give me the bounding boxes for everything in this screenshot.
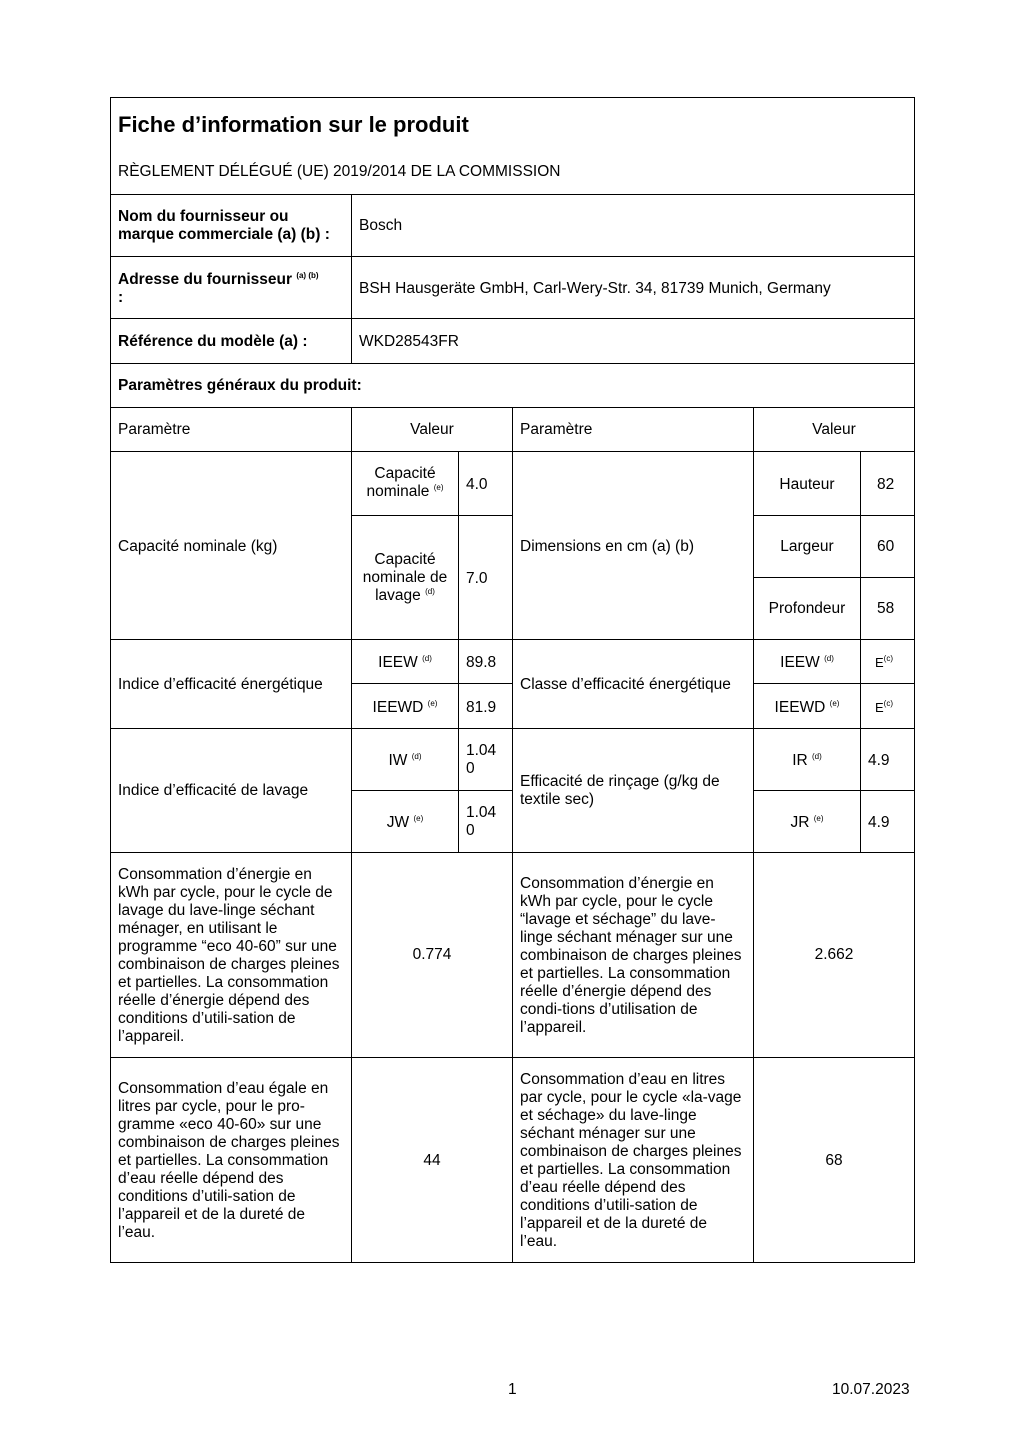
iw-label-text: IW — [388, 752, 408, 769]
col-header-param-1-text: Paramètre — [118, 421, 191, 438]
width-value: 60 — [877, 538, 895, 555]
ieewd-label-text: IEEWD — [372, 699, 424, 716]
ir-label-text: IR — [792, 752, 808, 769]
height-label: Hauteur — [779, 476, 835, 493]
col-header-value-1-text: Valeur — [410, 421, 454, 438]
iw-label — [351, 752, 459, 770]
capacity-dry-sup: (e) — [433, 483, 444, 492]
capacity-wash-label-text: Capacité nominale de lavage — [362, 551, 448, 604]
jw-label — [351, 814, 459, 832]
class-ieewd-value-text: E — [875, 700, 884, 715]
height-value: 82 — [877, 476, 895, 493]
depth-label: Profondeur — [768, 600, 846, 617]
rinse-label: Efficacité de rinçage (g/kg de textile sec) — [520, 773, 720, 808]
ieew-value: 89.8 — [466, 654, 497, 671]
class-ieewd-label — [753, 699, 861, 717]
ir-sup: (d) — [812, 752, 822, 761]
water-wash-label: Consommation d’eau égale en litres par cycle, pour le pro-gramme «eco 40-60» sur une combinaison de charges pleines et partielles. La consommation d’eau réelle dépend des conditions d’utili-sation de l’appareil et de la dureté de l’eau. — [118, 1080, 340, 1241]
iw-sup: (d) — [411, 752, 422, 761]
class-ieew-label-text: IEEW — [780, 654, 820, 671]
jw-label-text: JW — [386, 814, 410, 831]
class-ieewd-value — [875, 699, 893, 717]
model-label: Référence du modèle (a) : — [118, 333, 308, 350]
col-header-param-2-text: Paramètre — [520, 421, 593, 438]
supplier-address-label — [118, 271, 348, 307]
wash-index-label: Indice d’efficacité de lavage — [118, 782, 309, 799]
depth-value: 58 — [877, 600, 895, 617]
ieewd-value: 81.9 — [466, 699, 497, 716]
width-label: Largeur — [780, 538, 834, 555]
page-title: Fiche d’information sur le produit — [118, 112, 469, 137]
class-ieewd-value-sup: (c) — [883, 699, 893, 708]
capacity-wash-label — [353, 551, 457, 605]
water-wash-value: 44 — [423, 1152, 441, 1169]
water-washdry-value: 68 — [825, 1152, 843, 1169]
ieew-label-text: IEEW — [378, 654, 418, 671]
jr-label-text: JR — [790, 814, 810, 831]
class-ieew-sup: (d) — [824, 654, 834, 663]
iw-value: 1.040 — [466, 742, 497, 777]
ieew-label — [351, 654, 459, 672]
jr-value: 4.9 — [868, 814, 890, 831]
jw-sup: (e) — [413, 814, 424, 823]
general-section-title: Paramètres généraux du produit: — [118, 377, 362, 394]
regulation-text: RÈGLEMENT DÉLÉGUÉ (UE) 2019/2014 DE LA COMMISSION — [118, 163, 561, 180]
class-ieew-value-text: E — [875, 655, 884, 670]
energy-index-label: Indice d’efficacité énergétique — [118, 676, 323, 693]
water-washdry-label: Consommation d’eau en litres par cycle, pour le cycle «la-vage et séchage» du lave-linge séchant ménager sur une combinaison de charges pleines et partielles. La consommation d’eau réelle dépend des conditions d’utili-sation de l’appareil et de la dureté de l’eau. — [520, 1071, 742, 1250]
jw-value: 1.040 — [466, 804, 497, 839]
energy-wash-label: Consommation d’énergie en kWh par cycle, pour le cycle de lavage du lave-linge séchant ménager, en utilisant le programme “eco 40-60” sur une combinaison de charges pleines et partielles. La consommation réelle d’énergie dépend des conditions d’utili-sation de l’appareil. — [118, 866, 340, 1045]
col-header-value-2-text: Valeur — [812, 421, 856, 438]
energy-class-label: Classe d’efficacité énergétique — [520, 676, 731, 693]
jr-sup: (e) — [813, 814, 824, 823]
class-ieewd-label-text: IEEWD — [774, 699, 826, 716]
footer-date: 10.07.2023 — [832, 1381, 910, 1398]
jr-label — [753, 814, 861, 832]
supplier-name-value-cell — [351, 194, 915, 257]
ieewd-sup: (e) — [427, 699, 438, 708]
class-ieew-value — [875, 654, 893, 672]
supplier-address-colon: : — [118, 289, 124, 306]
capacity-dry-value: 4.0 — [466, 476, 488, 493]
page-number: 1 — [508, 1381, 517, 1398]
supplier-address-label-text: Adresse du fournisseur — [118, 271, 292, 288]
capacity-label: Capacité nominale (kg) — [118, 538, 278, 555]
model-value: WKD28543FR — [359, 333, 459, 350]
ieewd-label — [351, 699, 459, 717]
energy-washdry-label: Consommation d’énergie en kWh par cycle, pour le cycle “lavage et séchage” du lave-linge séchant ménager sur une combinaison de charges pleines et partielles. La consommation réelle d’énergie dépend des condi-tions d’utilisation de l’appareil. — [520, 875, 742, 1036]
class-ieew-label — [753, 654, 861, 672]
class-ieewd-sup: (e) — [829, 699, 840, 708]
class-ieew-value-sup: (c) — [883, 654, 893, 663]
capacity-dry-label — [353, 465, 457, 501]
ir-value: 4.9 — [868, 752, 890, 769]
ir-label — [753, 752, 861, 770]
energy-washdry-value: 2.662 — [814, 946, 854, 963]
dimensions-label: Dimensions en cm (a) (b) — [520, 538, 694, 555]
ieew-sup: (d) — [422, 654, 432, 663]
capacity-dry-label-text: Capacité nominale — [366, 465, 436, 500]
supplier-address-sup: (a) (b) — [296, 271, 319, 280]
supplier-name-label: Nom du fournisseur ou marque commerciale (a) (b) : — [118, 208, 330, 243]
capacity-wash-value: 7.0 — [466, 570, 488, 587]
capacity-wash-sup: (d) — [425, 587, 435, 596]
supplier-name-value: Bosch — [359, 217, 403, 234]
supplier-address-value: BSH Hausgeräte GmbH, Carl-Wery-Str. 34, 81739 Munich, Germany — [359, 280, 831, 297]
energy-wash-value: 0.774 — [412, 946, 452, 963]
